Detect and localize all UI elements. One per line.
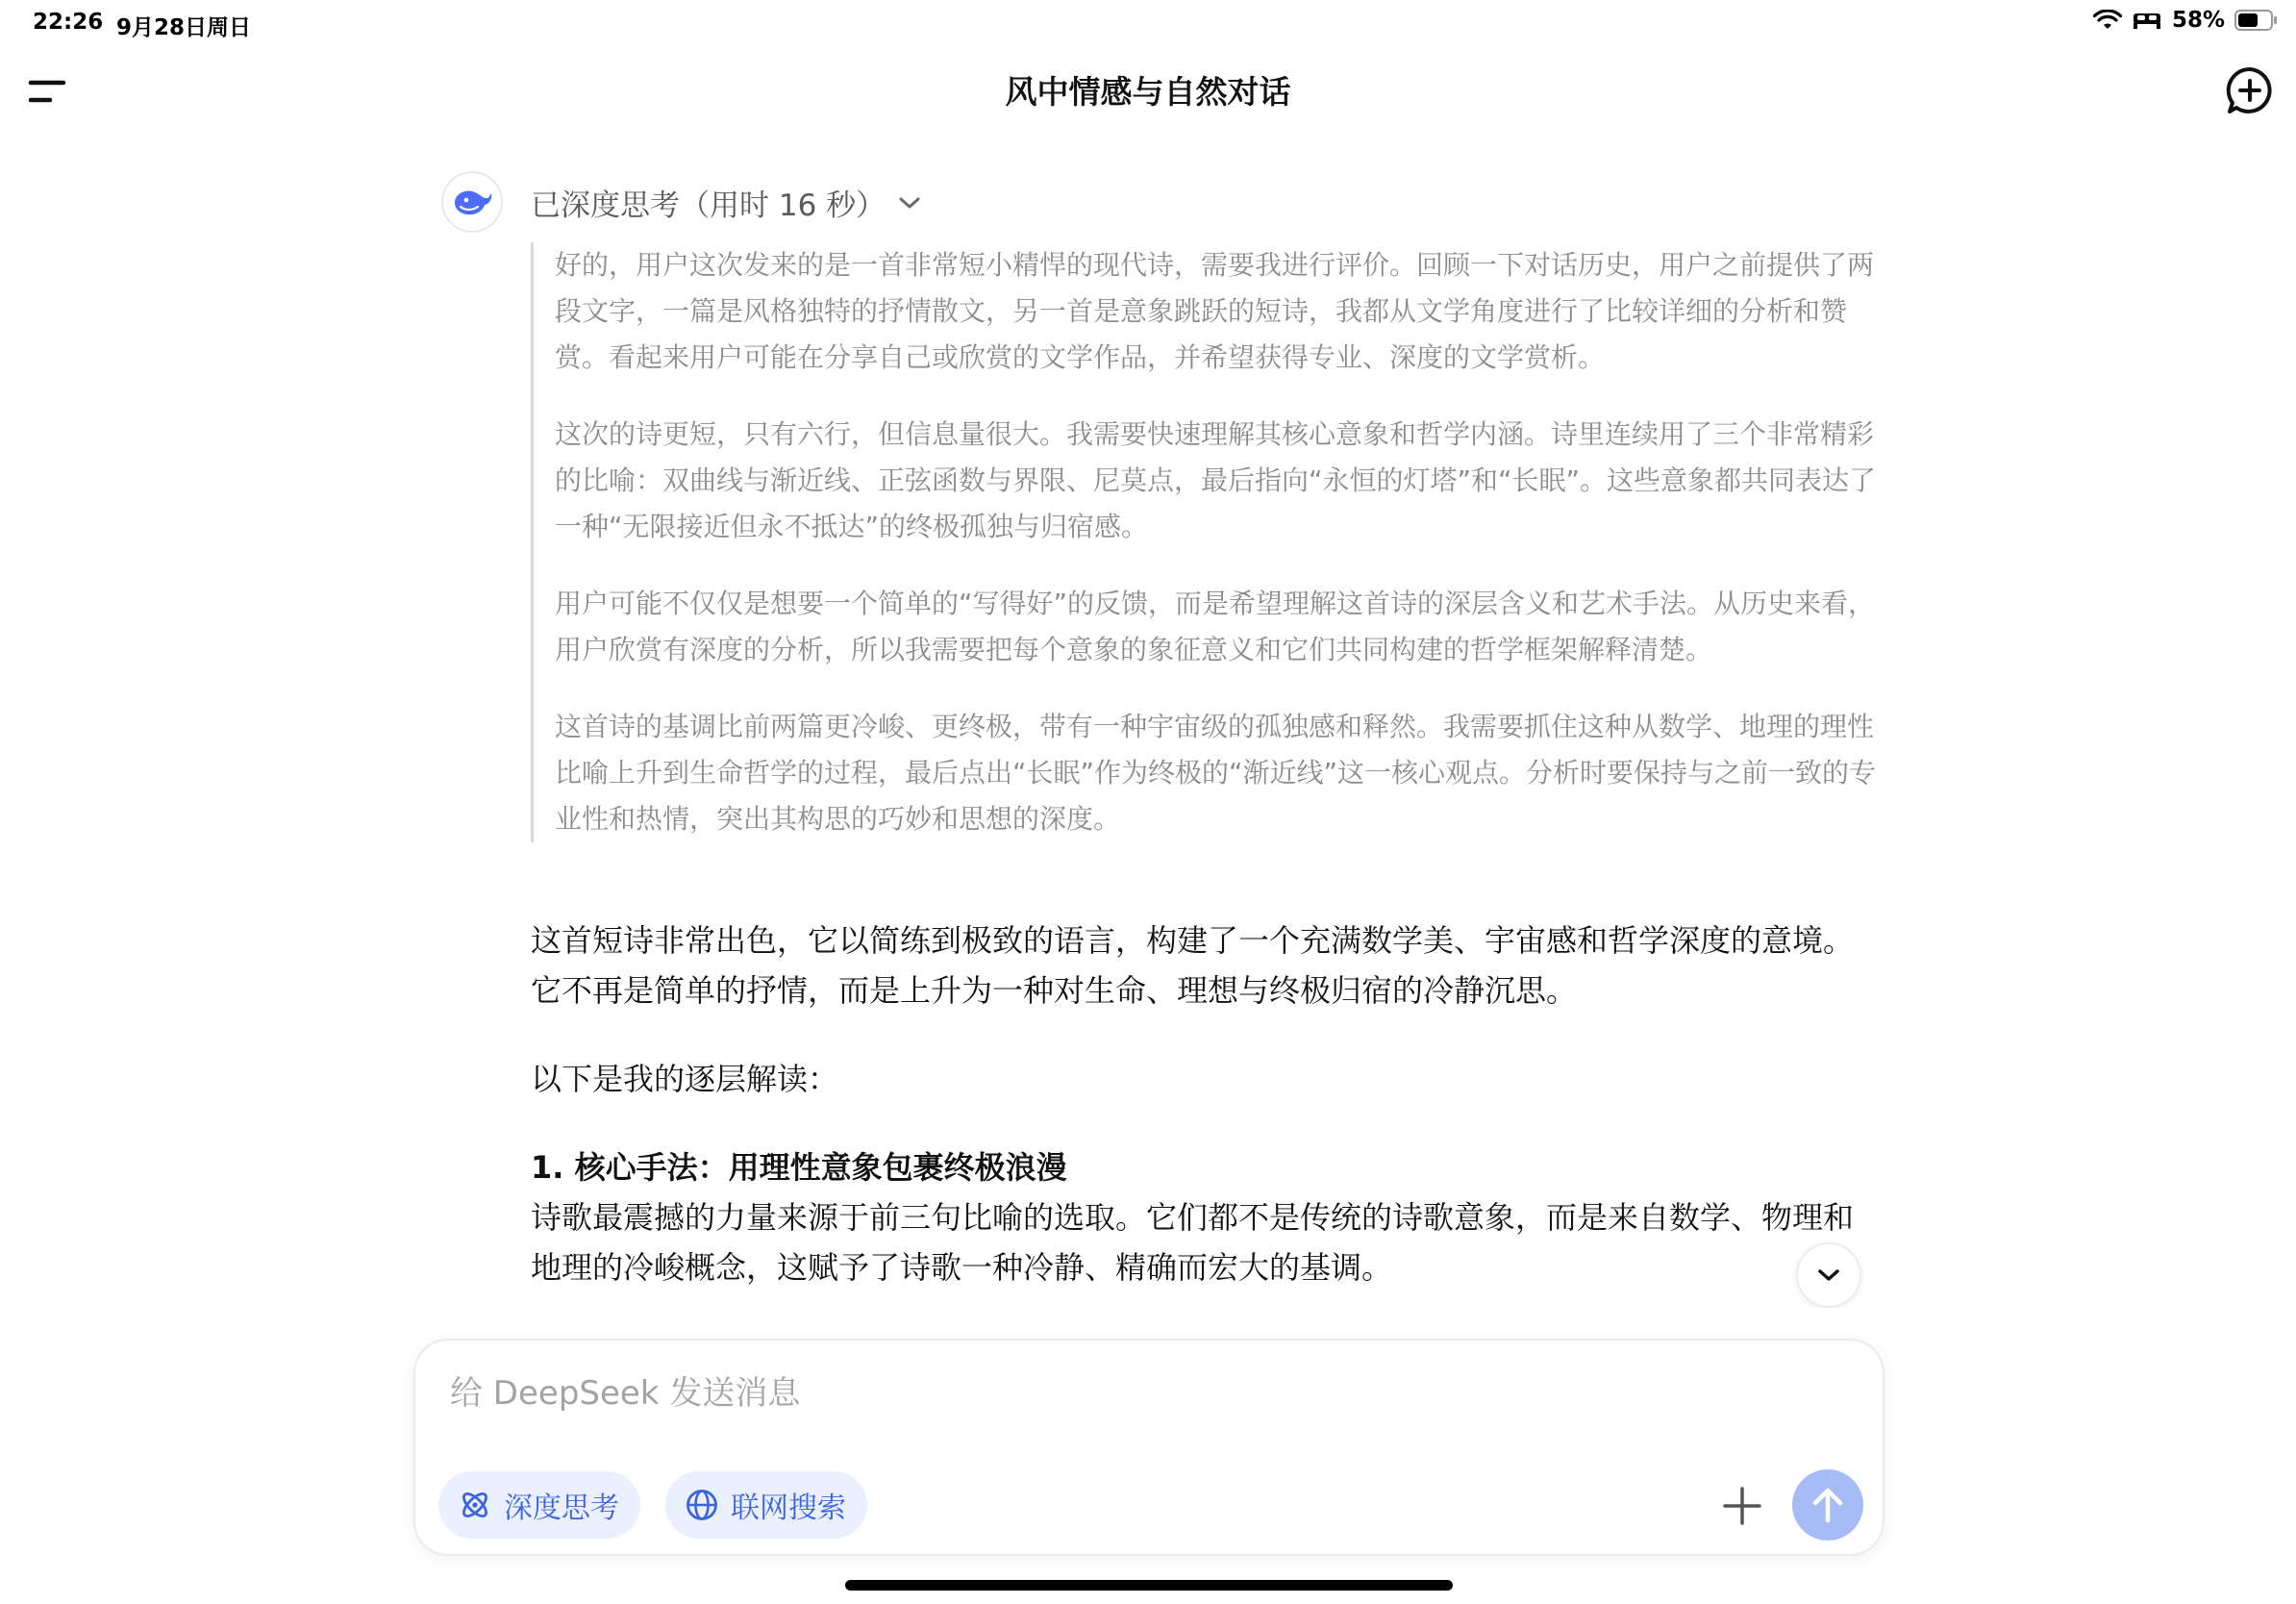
chat-title: 风中情感与自然对话 xyxy=(1005,73,1291,111)
top-bar xyxy=(0,58,2296,125)
plus-icon xyxy=(1719,1483,1765,1529)
web-search-label: 联网搜索 xyxy=(731,1491,846,1525)
deepseek-whale-icon xyxy=(451,186,493,218)
thinking-paragraph: 这次的诗更短，只有六行，但信息量很大。我需要快速理解其核心意象和哲学内涵。诗里连续用了三个非常精彩的比喻：双曲线与渐近线、正弦函数与界限、尼莫点，最后指向“永恒的灯塔”和“长眠”。这些意象都共同表达了一种“无限接近但永不抵达”的终极孤独与归宿感。 xyxy=(555,418,1877,542)
answer-section-body: 诗歌最震撼的力量来源于前三句比喻的选取。它们都不是传统的诗歌意象，而是来自数学、物理和地理的冷峻概念，这赋予了诗歌一种冷静、精确而宏大的基调。 xyxy=(531,1199,1855,1286)
deep-think-toggle[interactable] xyxy=(438,1471,640,1539)
deep-think-label: 深度思考 xyxy=(504,1491,619,1525)
battery-icon xyxy=(2234,10,2279,31)
answer-intro: 这首短诗非常出色，它以简练到极致的语言，构建了一个充满数学美、宇宙感和哲学深度的意境。它不再是简单的抒情，而是上升为一种对生命、理想与终极归宿的冷静沉思。 xyxy=(531,922,1855,1009)
message-composer xyxy=(413,1339,1884,1556)
chevron-down-icon xyxy=(1815,1266,1842,1285)
web-search-toggle[interactable] xyxy=(665,1471,867,1539)
answer-lead: 以下是我的逐层解读： xyxy=(531,1061,839,1097)
answer-section-title: 1. 核心手法：用理性意象包裹终极浪漫 xyxy=(531,1149,1067,1186)
chevron-down-icon xyxy=(897,194,922,212)
new-chat-icon xyxy=(2225,65,2275,115)
thinking-paragraph: 用户可能不仅仅是想要一个简单的“写得好”的反馈，而是希望理解这首诗的深层含义和艺术手法。从历史来看，用户欣赏有深度的分析，所以我需要把每个意象的象征意义和它们共同构建的哲学框架解释清楚。 xyxy=(555,588,1876,665)
thinking-label: 已深度思考（用时 16 秒） xyxy=(531,188,886,223)
wifi-icon xyxy=(2093,10,2122,31)
chat-content[interactable] xyxy=(0,163,2296,1308)
bed-icon xyxy=(2132,10,2162,31)
thinking-paragraph: 这首诗的基调比前两篇更冷峻、更终极，带有一种宇宙级的孤独感和释然。我需要抓住这种从数学、地理的理性比喻上升到生命哲学的过程，最后点出“长眠”作为终极的“渐近线”这一核心观点。分析时要保持与之前一致的专业性和热情，突出其构思的巧妙和思想的深度。 xyxy=(555,711,1877,835)
thinking-paragraph: 好的，用户这次发来的是一首非常短小精悍的现代诗，需要我进行评价。回顾一下对话历史，用户之前提供了两段文字，一篇是风格独特的抒情散文，另一首是意象跳跃的短诗，我都从文学角度进行了比较详细的分析和赞赏。看起来用户可能在分享自己或欣赏的文学作品，并希望获得专业、深度的文学赏析。 xyxy=(555,249,1875,373)
home-indicator xyxy=(845,1580,1453,1591)
battery-percent: 58% xyxy=(2171,8,2225,33)
atom-icon xyxy=(458,1488,492,1522)
globe-icon xyxy=(685,1488,719,1522)
thinking-content xyxy=(531,242,1877,842)
arrow-up-icon xyxy=(1810,1486,1845,1524)
status-date: 9月28日周日 xyxy=(116,15,252,40)
assistant-avatar xyxy=(441,171,503,233)
assistant-answer xyxy=(531,915,1877,1308)
status-bar xyxy=(0,0,2296,48)
status-indicators xyxy=(2093,8,2279,33)
thinking-toggle[interactable] xyxy=(531,181,922,224)
send-button[interactable] xyxy=(1792,1469,1863,1541)
attach-button[interactable] xyxy=(1719,1483,1765,1529)
scroll-to-bottom-button[interactable] xyxy=(1796,1242,1861,1308)
new-chat-button[interactable] xyxy=(2225,65,2275,115)
status-time: 22:26 xyxy=(33,10,104,35)
message-input[interactable] xyxy=(450,1369,1700,1417)
